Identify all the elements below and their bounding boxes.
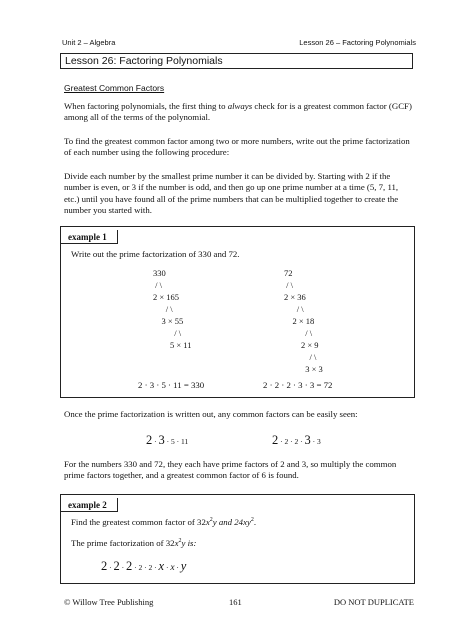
- tree-72-line: / \: [284, 352, 317, 362]
- factorization-result-72: 2 · 2 · 2 · 3 · 3 = 72: [263, 380, 333, 390]
- ex2-factor-part: y: [180, 559, 187, 573]
- paragraph-common-factors: Once the prime factorization is written out, any common factors can be easily seen:: [64, 409, 358, 419]
- common-factor-330-part: · 5 · 11: [164, 437, 189, 446]
- tree-72-line: / \: [284, 280, 293, 290]
- factorization-result-330: 2 · 3 · 5 · 11 = 330: [138, 380, 205, 390]
- tree-330-line: / \: [153, 280, 162, 290]
- common-factor-330-part: 2: [146, 433, 153, 447]
- example-1-box: [60, 226, 415, 398]
- footer-page-number: 161: [229, 597, 242, 607]
- emphasis-always: always: [227, 101, 253, 111]
- paragraph-procedure-intro: To find the greatest common factor among two or more numbers, write out the prime factorization of each number using the following procedure:: [64, 136, 410, 158]
- ex2-factor-part: x: [170, 563, 175, 573]
- common-factors-72: [272, 431, 321, 449]
- factor-tree-330: [153, 267, 191, 351]
- tree-330-line: 3 × 55: [153, 316, 184, 326]
- tree-330-line: 5 × 11: [153, 340, 192, 350]
- example-2-instruction: Find the greatest common factor of $32x^2y$ and $24xy^2$.: [71, 517, 257, 527]
- section-heading: Greatest Common Factors: [64, 83, 165, 93]
- tree-330-line: / \: [153, 328, 182, 338]
- ex2-factor-part: · 2 · 2 ·: [132, 563, 159, 572]
- tree-72-line: 3 × 3: [284, 364, 323, 374]
- example-2-box: [60, 494, 415, 584]
- tree-72-line: 2 × 18: [284, 316, 315, 326]
- running-header-unit: Unit 2 – Algebra: [62, 38, 116, 47]
- ex2-factor-part: 2: [126, 559, 133, 573]
- example-2-label: example 2: [61, 498, 118, 512]
- common-factor-72-part: · 3: [310, 437, 321, 446]
- tree-330-line: 330: [153, 268, 166, 278]
- example-1-instruction: Write out the prime factorization of 330 and 72.: [71, 249, 240, 259]
- example-1-label: example 1: [61, 230, 118, 244]
- paragraph-procedure: Divide each number by the smallest prime number it can be divided by. Starting with 2 if the number is even, or 3 if the number is odd, and then go up one prime number at a time (5, 7, 11, etc.) until you have found all of the prime numbers that can be multiplied together to create the number you started with.: [64, 171, 399, 216]
- common-factors-330: [146, 431, 188, 449]
- ex2-factor-part: 2: [101, 559, 108, 573]
- tree-72-line: 2 × 9: [284, 340, 319, 350]
- common-factor-330-part: 3: [158, 433, 165, 447]
- lesson-title: Lesson 26: Factoring Polynomials: [60, 53, 413, 69]
- running-header-lesson: Lesson 26 – Factoring Polynomials: [299, 38, 416, 47]
- ex2-factor-part: ·: [174, 563, 181, 572]
- common-factor-72-part: · 2 · 2 ·: [278, 437, 305, 446]
- tree-330-line: 2 × 165: [153, 292, 180, 302]
- ex2-factor-part: ·: [119, 563, 126, 572]
- ex2-factor-part: x: [158, 559, 165, 573]
- ex2-factor-part: 2: [113, 559, 120, 573]
- common-factor-72-part: 3: [304, 433, 311, 447]
- ex2-factor-part: ·: [107, 563, 114, 572]
- example-2-intro: The prime factorization of $32x^2y$ is:: [71, 538, 197, 548]
- tree-72-line: 72: [284, 268, 293, 278]
- footer-copyright: © Willow Tree Publishing: [64, 597, 154, 607]
- example-2-factorization: [101, 557, 186, 575]
- footer-notice: DO NOT DUPLICATE: [333, 597, 414, 607]
- ex2-factor-part: ·: [164, 563, 171, 572]
- paragraph-gcf-intro: When factoring polynomials, the first thing to always check for is a greatest common factor (GCF) among all of the terms of the polynomial.: [64, 101, 412, 123]
- tree-72-line: / \: [284, 328, 313, 338]
- common-factor-330-part: ·: [152, 437, 159, 446]
- tree-330-line: / \: [153, 304, 173, 314]
- factor-tree-72: [284, 267, 323, 375]
- common-factor-72-part: 2: [272, 433, 279, 447]
- paragraph-gcf-result: For the numbers 330 and 72, they each have prime factors of 2 and 3, so multiply the common prime factors together, and a greatest common factor of 6 is found.: [64, 459, 397, 481]
- tree-72-line: 2 × 36: [284, 292, 306, 302]
- tree-72-line: / \: [284, 304, 304, 314]
